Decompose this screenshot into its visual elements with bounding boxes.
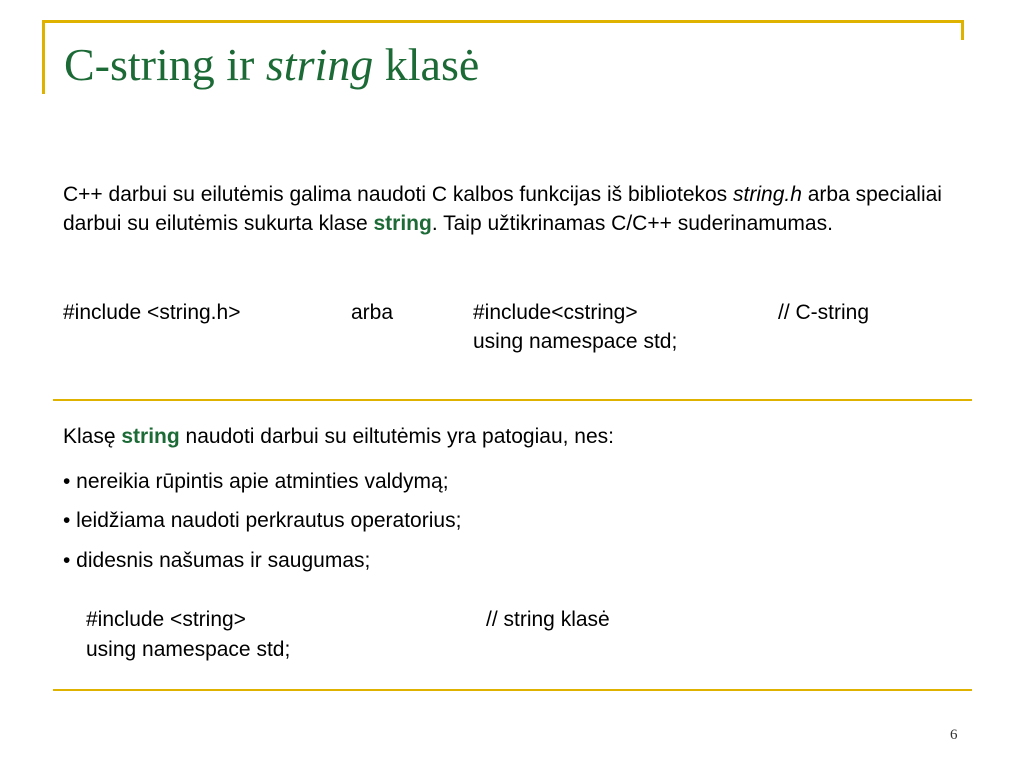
include-string-h: #include <string.h> — [63, 301, 241, 324]
klase-suffix: naudoti darbui su eiltutėmis yra patogiau, nes: — [179, 425, 614, 448]
include-cstring — [473, 298, 677, 356]
frame-right-line — [961, 20, 964, 40]
title-part2: klasė — [373, 39, 480, 90]
code-include-string: #include <string> — [86, 608, 246, 631]
intro-text1: C++ darbui su eilutėmis galima naudoti C kalbos funkcijas iš bibliotekos — [63, 183, 734, 206]
intro-text3: . Taip užtikrinamas C/C++ suderinamumas. — [431, 212, 833, 235]
bullet-item-1: • nereikia rūpintis apie atminties valdymą; — [63, 470, 449, 493]
page-number: 6 — [950, 727, 958, 743]
bullet-item-2: • leidžiama naudoti perkrautus operatorius; — [63, 509, 462, 532]
separator-top — [53, 399, 972, 401]
klase-prefix: Klasę — [63, 425, 122, 448]
intro-text2: arba specialiai darbui su eilutėmis sukurta klase — [63, 183, 942, 235]
include-cstring-line1: #include<cstring> — [473, 301, 638, 324]
intro-paragraph — [63, 180, 988, 238]
klase-bold: string — [121, 425, 180, 448]
include-comment: // C-string — [778, 301, 870, 324]
title-italic: string — [265, 39, 374, 90]
code-using-namespace: using namespace std; — [86, 638, 291, 661]
include-cstring-line2: using namespace std; — [473, 330, 678, 353]
title-part1: C-string ir — [64, 39, 266, 90]
separator-bottom — [53, 689, 972, 691]
klase-line — [63, 422, 614, 451]
frame-top-line — [42, 20, 964, 23]
bullet-item-3: • didesnis našumas ir saugumas; — [63, 549, 371, 572]
intro-bold: string — [373, 212, 432, 235]
intro-italic: string.h — [733, 183, 802, 206]
include-or-word: arba — [351, 301, 394, 324]
slide-title — [64, 40, 479, 91]
frame-left-line — [42, 20, 45, 94]
code-string-comment: // string klasė — [486, 608, 610, 631]
